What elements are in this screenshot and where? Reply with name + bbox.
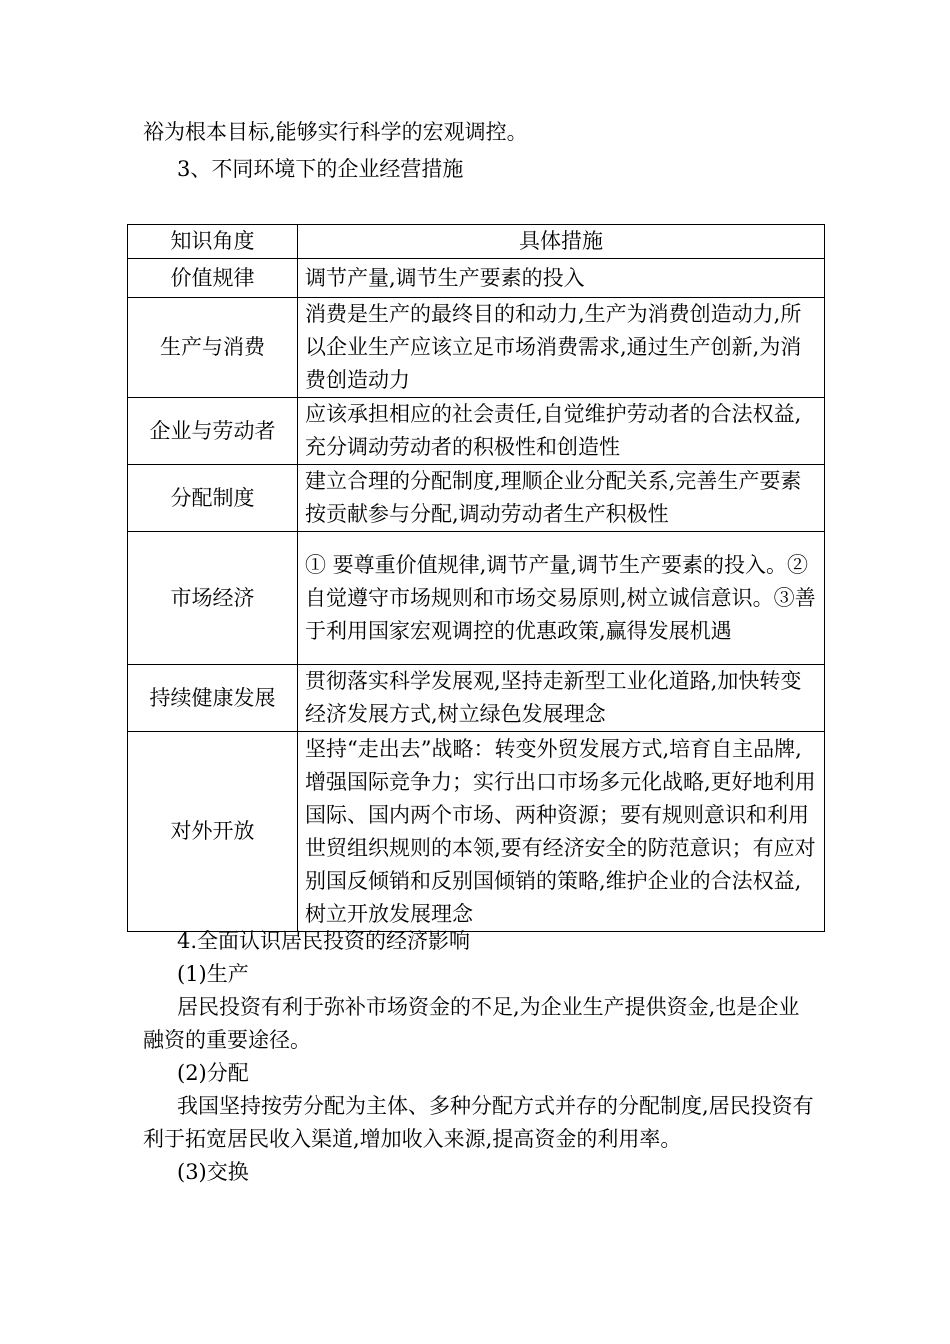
angle-cell: 分配制度: [128, 465, 298, 532]
angle-cell: 生产与消费: [128, 298, 298, 398]
continuation-paragraph: 裕为根本目标,能够实行科学的宏观调控。: [143, 120, 528, 144]
table-row: [128, 732, 825, 932]
measure-cell: 坚持“走出去”战略：转变外贸发展方式,培育自主品牌,增强国际竞争力；实行出口市场多元化战略,更好地利用国际、国内两个市场、两种资源；要有规则意识和利用世贸组织规则的本领,要有经济安全的防范意识；有应对别国反倾销和反别国倾销的策略,维护企业的合法权益,树立开放发展理念: [298, 732, 825, 932]
measure-cell: ① 要尊重价值规律,调节产量,调节生产要素的投入。②自觉遵守市场规则和市场交易原则,树立诚信意识。③善于利用国家宏观调控的优惠政策,赢得发展机遇: [298, 532, 825, 665]
subsection-2-text: 我国坚持按劳分配为主体、多种分配方式并存的分配制度,居民投资有利于拓宽居民收入渠道,增加收入来源,提高资金的利用率。: [143, 1094, 814, 1151]
header-specific-measures: 具体措施: [298, 225, 825, 259]
business-measures-table: [127, 224, 825, 932]
subsection-1-title: (1)生产: [177, 962, 249, 986]
subsection-3-title: (3)交换: [177, 1160, 249, 1184]
angle-cell: 对外开放: [128, 732, 298, 932]
angle-cell: 企业与劳动者: [128, 398, 298, 465]
measure-cell: 建立合理的分配制度,理顺企业分配关系,完善生产要素按贡献参与分配,调动劳动者生产积极性: [298, 465, 825, 532]
measure-cell: 贯彻落实科学发展观,坚持走新型工业化道路,加快转变经济发展方式,树立绿色发展理念: [298, 665, 825, 732]
angle-cell: 持续健康发展: [128, 665, 298, 732]
measure-cell: 消费是生产的最终目的和动力,生产为消费创造动力,所以企业生产应该立足市场消费需求,通过生产创新,为消费创造动力: [298, 298, 825, 398]
measure-cell: 应该承担相应的社会责任,自觉维护劳动者的合法权益,充分调动劳动者的积极性和创造性: [298, 398, 825, 465]
section-3-heading: 3、不同环境下的企业经营措施: [177, 157, 464, 181]
subsection-1-text: 居民投资有利于弥补市场资金的不足,为企业生产提供资金,也是企业融资的重要途径。: [143, 995, 800, 1052]
table-row: [128, 398, 825, 465]
table-row: [128, 298, 825, 398]
table-row: [128, 465, 825, 532]
table-row: [128, 259, 825, 298]
angle-cell: 市场经济: [128, 532, 298, 665]
section-4-heading: 4.全面认识居民投资的经济影响: [177, 929, 471, 953]
measure-cell: 调节产量,调节生产要素的投入: [298, 259, 825, 298]
table-row: [128, 665, 825, 732]
table-row: [128, 532, 825, 665]
angle-cell: 价值规律: [128, 259, 298, 298]
subsection-2-title: (2)分配: [177, 1061, 249, 1085]
table-header-row: [128, 225, 825, 259]
header-knowledge-angle: 知识角度: [128, 225, 298, 259]
